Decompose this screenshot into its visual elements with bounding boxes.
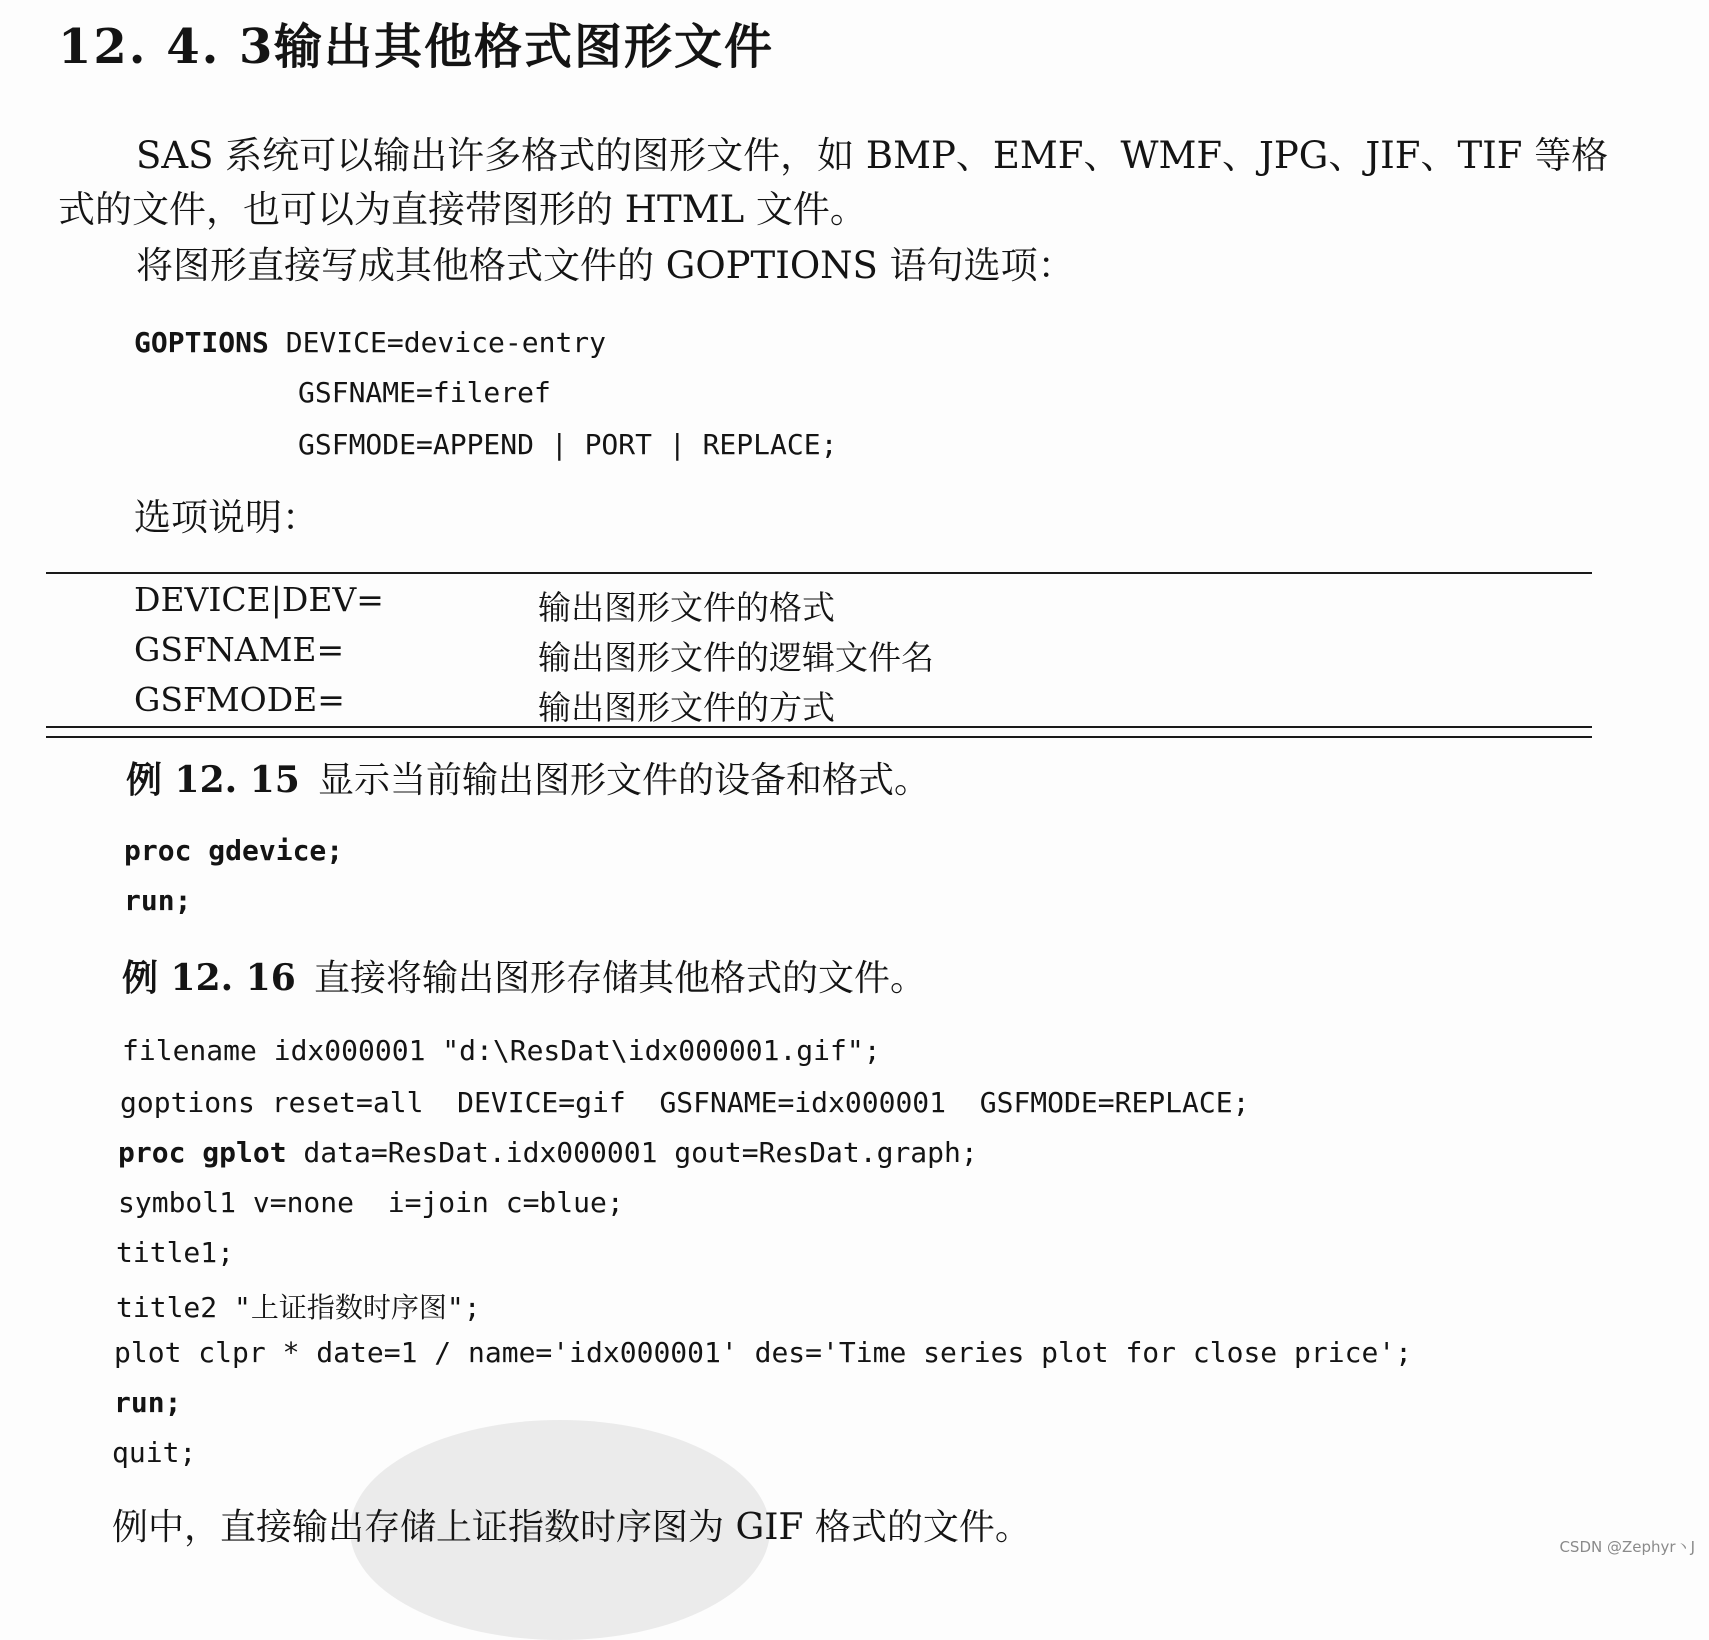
code-symbol1: symbol1 v=none i=join c=blue; — [118, 1186, 624, 1219]
syntax-device: DEVICE=device-entry — [285, 326, 607, 359]
example-12-16 — [122, 950, 926, 1001]
example-12-16-label: 例 12. 16 — [122, 957, 296, 999]
code-proc-gplot-args: data=ResDat.idx000001 gout=ResDat.graph; — [286, 1136, 978, 1169]
code-run-1-text: run; — [124, 884, 192, 917]
section-heading — [58, 8, 774, 77]
example-12-16-text: 直接将输出图形存储其他格式的文件。 — [314, 958, 927, 999]
code-plot: plot clpr * date=1 / name='idx000001' des='Time series plot for close price'; — [114, 1336, 1413, 1369]
code-proc-gplot-keyword: proc gplot — [118, 1136, 287, 1169]
syntax-line-1 — [134, 326, 606, 359]
option-desc-device: 输出图形文件的格式 — [538, 588, 835, 627]
intro-paragraph-line2: 式的文件，也可以为直接带图形的 HTML 文件。 — [58, 188, 867, 231]
example-12-15 — [126, 752, 930, 803]
syntax-line-2: GSFNAME=fileref — [298, 376, 551, 409]
closing-sentence: 例中，直接输出存储上证指数时序图为 GIF 格式的文件。 — [112, 1507, 1031, 1548]
code-title2: title2 "上证指数时序图"; — [116, 1291, 481, 1324]
option-name-device: DEVICE|DEV= — [134, 580, 384, 619]
table-top-rule — [46, 572, 1592, 574]
intro-paragraph-line1: SAS 系统可以输出许多格式的图形文件，如 BMP、EMF、WMF、JPG、JIF、TIF 等格 — [136, 134, 1609, 177]
code-run-1 — [124, 884, 191, 917]
code-quit: quit; — [112, 1436, 197, 1469]
code-goptions: goptions reset=all DEVICE=gif GSFNAME=idx000001 GSFMODE=REPLACE; — [120, 1086, 1250, 1119]
code-filename: filename idx000001 "d:\ResDat\idx000001.gif"; — [122, 1034, 881, 1067]
section-number: 12. 4. 3 — [58, 19, 275, 75]
goptions-intro: 将图形直接写成其他格式文件的 GOPTIONS 语句选项： — [136, 244, 1075, 287]
code-proc-gdevice — [124, 834, 343, 867]
option-desc-gsfname: 输出图形文件的逻辑文件名 — [538, 638, 934, 677]
syntax-line-3: GSFMODE=APPEND | PORT | REPLACE; — [298, 428, 838, 461]
table-bottom-rule — [46, 736, 1592, 738]
example-12-15-text: 显示当前输出图形文件的设备和格式。 — [318, 760, 931, 801]
syntax-keyword: GOPTIONS — [134, 326, 269, 359]
code-title1: title1; — [116, 1236, 235, 1269]
option-name-gsfmode: GSFMODE= — [134, 680, 345, 719]
code-proc-gdevice-text: proc gdevice; — [124, 834, 344, 867]
credit-label: CSDN @Zephyr丶J — [1559, 1538, 1695, 1556]
option-name-gsfname: GSFNAME= — [134, 630, 345, 669]
code-proc-gplot — [118, 1136, 978, 1169]
option-desc-gsfmode: 输出图形文件的方式 — [538, 688, 835, 727]
table-header-rule — [46, 726, 1592, 728]
code-run-2 — [114, 1386, 181, 1419]
section-title: 输出其他格式图形文件 — [274, 19, 775, 75]
code-run-2-text: run; — [114, 1386, 182, 1419]
options-label: 选项说明： — [134, 496, 319, 539]
example-12-15-label: 例 12. 15 — [126, 759, 300, 801]
